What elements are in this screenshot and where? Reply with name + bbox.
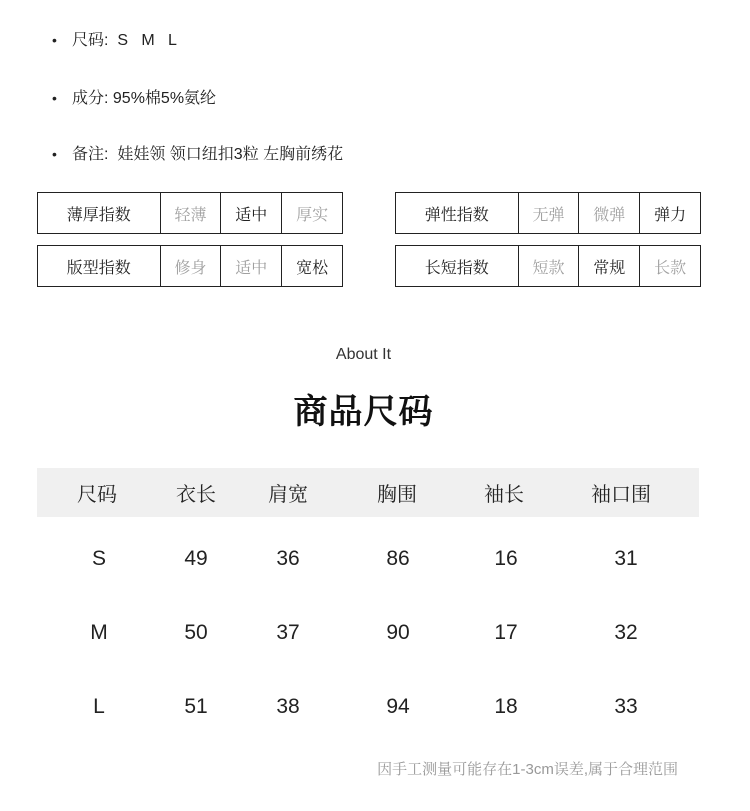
spec-value: 95%棉5%氨纶 [112,90,217,107]
table-cell: L [93,695,105,718]
gauge-length [395,245,701,287]
table-cell: 49 [184,547,208,570]
gauge-elasticity [395,192,701,234]
spec-remark [52,141,343,164]
gauge-fit [37,245,343,287]
gauge-option: 长款 [639,246,700,286]
spec-material [52,85,216,108]
table-cell: 36 [276,547,300,570]
table-cell: 51 [184,695,208,718]
header-cell: 尺码 [77,484,117,506]
gauge-option: 适中 [220,246,281,286]
gauge-option-selected: 常规 [578,246,639,286]
table-cell: 86 [386,547,410,570]
gauge-option: 微弹 [578,193,639,233]
measurement-note: 因手工测量可能存在1-3cm误差,属于合理范围 [377,761,678,778]
header-cell: 袖口围 [591,484,651,506]
table-cell: M [90,621,108,644]
gauge-thickness [37,192,343,234]
gauge-option: 厚实 [281,193,342,233]
gauge-option-selected: 适中 [220,193,281,233]
header-cell: 衣长 [176,484,216,506]
table-row [37,596,699,670]
table-cell: 50 [184,621,208,644]
gauge-option: 修身 [160,246,221,286]
table-row [37,670,699,744]
gauge-option: 短款 [518,246,579,286]
table-row [37,522,699,596]
header-cell: 袖长 [484,484,524,506]
table-cell: 32 [614,621,638,644]
spec-label: 备注: [72,146,109,163]
table-cell: 33 [614,695,638,718]
gauge-label: 薄厚指数 [66,206,131,224]
table-cell: 31 [614,547,638,570]
gauge-option: 轻薄 [160,193,221,233]
spec-value: 娃娃领 领口纽扣3粒 左胸前绣花 [117,146,344,163]
header-cell: 肩宽 [268,484,308,506]
size-table [37,468,699,744]
table-cell: 37 [276,621,300,644]
table-cell: 16 [494,547,518,570]
table-cell: 94 [386,695,410,718]
section-title: 商品尺码 [293,393,434,431]
spec-size [52,27,177,50]
table-cell: 90 [386,621,410,644]
gauge-option-selected: 宽松 [281,246,342,286]
gauge-label: 版型指数 [66,259,131,277]
spec-label: 成分: [72,90,109,107]
table-header [37,468,699,517]
bullet-icon: • [52,146,57,162]
table-cell: 17 [494,621,518,644]
bullet-icon: • [52,32,57,48]
spec-label: 尺码: [72,32,109,49]
header-cell: 胸围 [377,484,417,506]
table-cell: 38 [276,695,300,718]
spec-value: S M L [117,32,177,49]
section-subtitle: About It [335,346,392,363]
table-cell: S [91,547,107,570]
gauge-option-selected: 弹力 [639,193,700,233]
bullet-icon: • [52,90,57,106]
gauge-label: 长短指数 [424,259,489,277]
gauge-label: 弹性指数 [424,206,489,224]
table-cell: 18 [494,695,518,718]
gauge-option: 无弹 [518,193,579,233]
